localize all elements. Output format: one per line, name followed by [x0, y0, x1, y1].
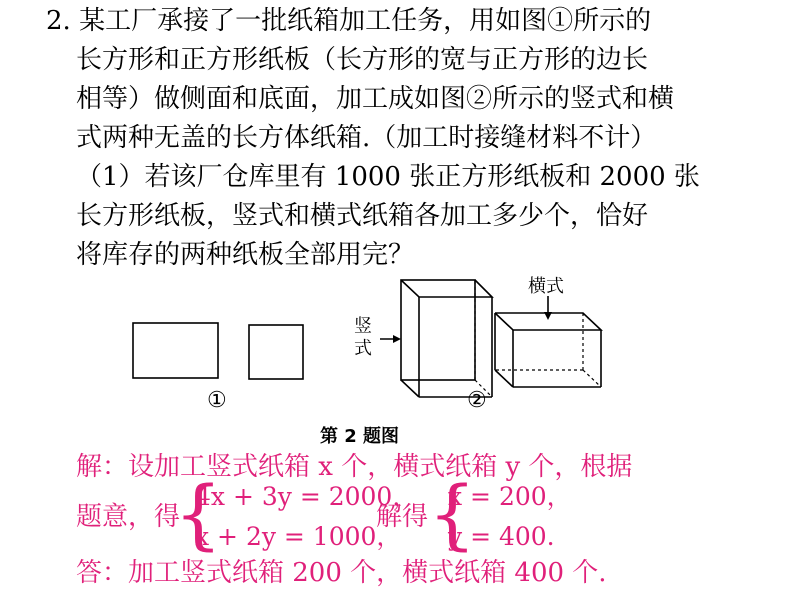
solve-label: 解得 — [376, 502, 429, 532]
horizontal-box-hidden-edges — [495, 313, 601, 387]
solution-line-2-prefix: 题意，得 — [76, 502, 181, 532]
vertical-box — [401, 280, 492, 397]
horizontal-box — [495, 313, 601, 387]
rectangle-board — [133, 323, 218, 378]
figure-label-2: ② — [467, 388, 487, 413]
vertical-label: 竖 式 — [354, 316, 372, 359]
system1-eq2: x + 2y = 1000， — [195, 522, 402, 551]
system2-eq2: y = 400. — [448, 522, 555, 551]
answer-line: 答：加工竖式纸箱 200 个，横式纸箱 400 个. — [76, 558, 607, 588]
system1-eq1: 4x + 3y = 2000， — [195, 482, 418, 511]
problem-line-4: 式两种无盖的长方体纸箱.（加工时接缝材料不计） — [76, 123, 657, 153]
horizontal-label: 横式 — [528, 276, 564, 297]
figure-caption: 第 2 题图 — [320, 426, 400, 447]
problem-line-2: 长方形和正方形纸板（长方形的宽与正方形的边长 — [76, 45, 649, 75]
system2-eq1: x = 200， — [448, 482, 572, 511]
problem-line-7: 将库存的两种纸板全部用完？ — [76, 240, 415, 270]
square-board — [249, 325, 303, 379]
vertical-arrow-head — [393, 335, 401, 343]
figure-label-1: ① — [207, 388, 227, 413]
horizontal-arrow-head — [544, 312, 552, 320]
problem-line-5: （1）若该厂仓库里有 1000 张正方形纸板和 2000 张 — [76, 162, 700, 192]
system1-brace: { — [174, 469, 223, 558]
problem-line-6: 长方形纸板，竖式和横式纸箱各加工多少个，恰好 — [76, 201, 649, 231]
problem-line-1: 2. 某工厂承接了一批纸箱加工任务，用如图①所示的 — [46, 6, 652, 36]
system2-brace: { — [428, 469, 477, 558]
problem-line-3: 相等）做侧面和底面，加工成如图②所示的竖式和横 — [76, 84, 675, 114]
solution-line-1: 解：设加工竖式纸箱 x 个，横式纸箱 y 个，根据 — [76, 452, 633, 482]
